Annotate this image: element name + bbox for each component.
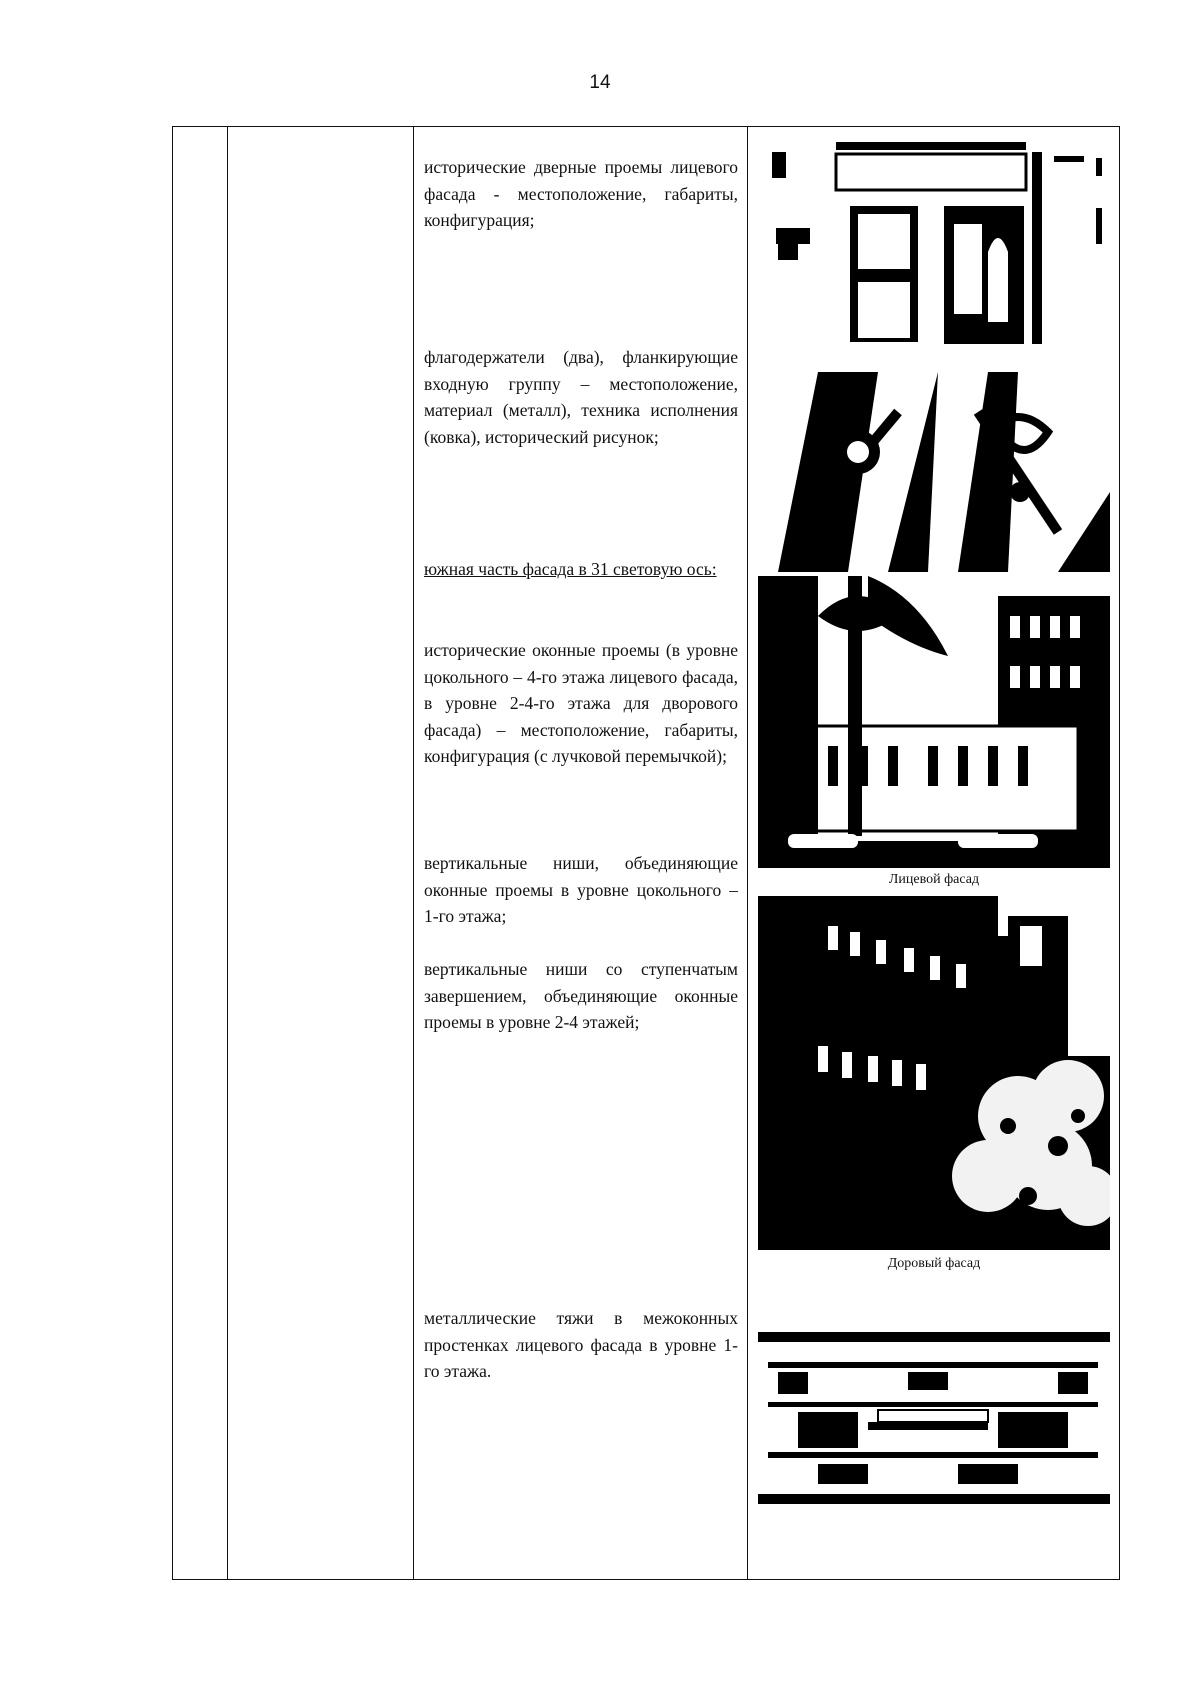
table-column-divider-1 <box>227 127 228 1579</box>
paragraph-flag-holders: флагодержатели (два), фланкирующие входную группу – местоположение, материал (металл), техника исполнения (ковка), исторический рисунок; <box>424 347 738 447</box>
yard-facade-photo <box>758 896 1110 1250</box>
paragraph-south-facade: южная часть фасада в 31 световую ось: <box>424 559 717 579</box>
paragraph-door-openings: исторические дверные проемы лицевого фасада - местоположение, габариты, конфигурация; <box>424 157 738 230</box>
building-entrance-photo <box>758 132 1110 344</box>
table-column-divider-3 <box>747 127 748 1579</box>
paragraph-window-openings: исторические оконные проемы (в уровне цокольного – 4-го этажа лицевого фасада, в уровне 2-4-го этажа для дворового фасада) – местоположение, габариты, конфигурация (с лучковой перемычкой); <box>424 640 738 766</box>
paragraph-vertical-niches: вертикальные ниши, объединяющие оконные проемы в уровне цокольного – 1-го этажа; <box>424 853 738 926</box>
street-facade-photo <box>758 576 1110 868</box>
paragraph-stepped-niches: вертикальные ниши со ступенчатым завершением, объединяющие оконные проемы в уровне 2-4 этажей; <box>424 959 738 1032</box>
page-number: 14 <box>589 72 611 93</box>
paragraph-metal-ties: металлические тяжи в межоконных простенках лицевого фасада в уровне 1-го этажа. <box>424 1308 738 1381</box>
wrought-iron-flag-holders-photo <box>758 372 1110 572</box>
caption-front-facade: Лицевой фасад <box>888 872 980 887</box>
masonry-wall-photo <box>758 1332 1110 1504</box>
caption-yard-facade: Доровый фасад <box>887 1256 981 1271</box>
table-column-divider-2 <box>413 127 414 1579</box>
